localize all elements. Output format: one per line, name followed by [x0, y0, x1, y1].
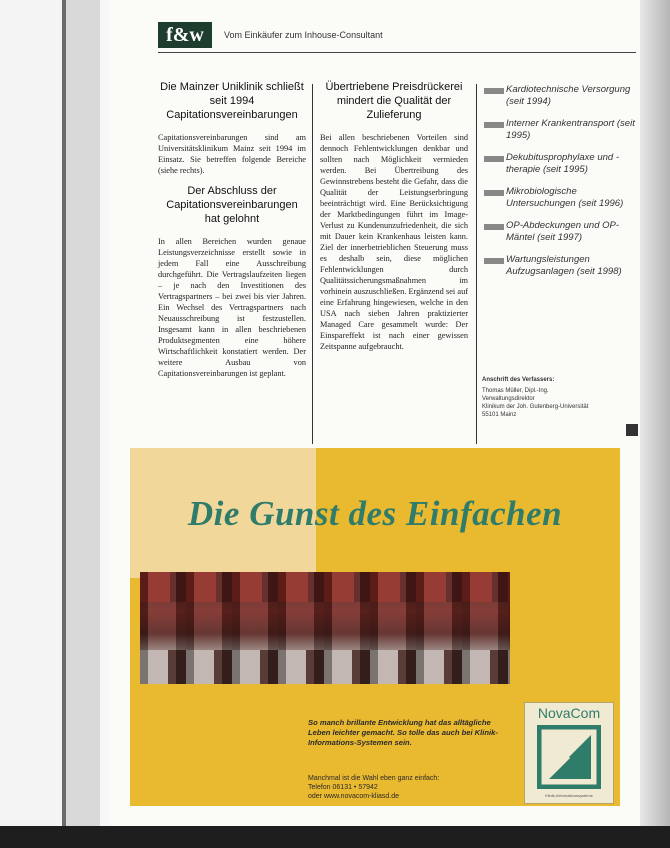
column-1-heading-1: Die Mainzer Uniklinik schließt seit 1994 Capitationsvereinbarungen [160, 81, 304, 121]
publication-logo: f&w [158, 22, 212, 48]
timeline-label: Mikrobiologische Untersuchungen (seit 1996) [506, 186, 624, 209]
bullet-bar [484, 190, 504, 196]
bullet-bar [484, 156, 504, 162]
column-2-heading: Übertriebene Preisdrückerei mindert die Qualität der Zulieferung [325, 81, 463, 121]
page-end-marker [626, 424, 638, 436]
brand-name: NovaCom [537, 705, 601, 721]
column-divider [312, 84, 313, 444]
advertisement [130, 448, 620, 806]
timeline-item [482, 186, 638, 210]
author-line: Verwaltungsdirektor [482, 396, 535, 402]
scan-edge [0, 826, 670, 848]
timeline-label: Dekubitusprophylaxe und -therapie (seit 1995) [506, 152, 620, 175]
timeline-label: Interner Krankentransport (seit 1995) [506, 118, 635, 141]
novacom-logo-icon [537, 725, 601, 789]
timeline-item [482, 84, 638, 108]
column-divider [476, 84, 477, 444]
column-2-paragraph: Bei allen beschriebenen Vorteilen sind dennoch Fehlentwicklungen denkbar und sollten nach Möglichkeit vermieden werden. Bei Übertreibung des Gewinnstrebens besteht die Gefahr, dass die Qualität der Leistungserbringung beeinträchtigt wird. Eine Berücksichtigung der Marktbedingungen führt im Image-Verlust zu Kundenunzufriedenheit, die sich mit Dauer kein Krankenhaus leisten kann. Ziel der innerbetrieblichen Steuerung muss es deshalb sein, diese möglichen Fehlentwicklungen durch Qualitätssicherungsmaßnahmen im vorhinein auszuschließen. Ergänzend sei auf eine Erfahrung hingewiesen, welche in den USA nach sieben Jahren praktizierter Managed Care gesammelt wurde: Der Einspareffekt ist nach einer gewissen Zeitspanne aufgebraucht. [320, 133, 468, 351]
bullet-bar [484, 258, 504, 264]
bullet-bar [484, 88, 504, 94]
timeline-label: OP-Abdeckungen und OP-Mäntel (seit 1997) [506, 220, 620, 243]
author-heading: Anschrift des Verfassers: [482, 377, 555, 383]
author-line: Thomas Müller, Dipl.-Ing. [482, 388, 549, 394]
author-line: 55101 Mainz [482, 412, 517, 418]
header-rule [158, 52, 636, 53]
timeline-sidebar [482, 84, 638, 288]
column-1-paragraph-1: Capitationsvereinbarungen sind am Universitätsklinikum Mainz seit 1994 im Einsatz. Sie betreffen folgende Bereiche (siehe rechts). [158, 133, 306, 175]
bullet-bar [484, 122, 504, 128]
binding-right [640, 0, 670, 848]
timeline-item [482, 220, 638, 244]
brand-tagline: Klinik-Informationssysteme [545, 793, 593, 798]
section-kicker: Vom Einkäufer zum Inhouse-Consultant [224, 30, 383, 40]
timeline-item [482, 118, 638, 142]
bullet-bar [484, 224, 504, 230]
ad-copy: So manch brillante Entwicklung hat das alltägliche Leben leichter gemacht. So tolle das auch bei Klinik-Informations-Systemen sein. [308, 718, 498, 747]
photo-shading [140, 572, 510, 684]
magazine-page [110, 0, 640, 848]
column-1 [158, 80, 306, 387]
ad-contact [308, 774, 508, 801]
binding-left [0, 0, 110, 848]
timeline-item [482, 152, 638, 176]
author-line: Klinikum der Joh. Gutenberg-Universität [482, 404, 589, 410]
ad-headline: Die Gunst des Einfachen [187, 494, 563, 533]
ad-contact-line: Manchmal ist die Wahl eben ganz einfach: [308, 775, 440, 782]
timeline-item [482, 254, 638, 278]
column-1-paragraph-2: In allen Bereichen wurden genaue Leistungsverzeichnisse erstellt sowie in jedem Fall eine Ausschreibung durchgeführt. Die Vertragslaufzeiten liegen – je nach den Investitionen des Vertragspartners – bei zwei bis vier Jahren. Ein Wechsel des Vertragspartners nach Neuausschreibung ist festzustellen. Insgesamt kann in allen beschriebenen Produktsegmenten eine höhere Wirtschaftlichkeit konstatiert werden. Der weitere Ausbau von Capitationsvereinbarungen ist geplant. [158, 237, 306, 378]
ad-photo [140, 572, 510, 684]
timeline-label: Wartungsleistungen Aufzugsanlagen (seit 1998) [506, 254, 622, 277]
column-1-heading-2: Der Abschluss der Capitationsvereinbarungen hat gelohnt [166, 185, 298, 225]
novacom-brand-box [524, 702, 614, 804]
column-2 [320, 80, 468, 360]
author-address [482, 376, 632, 419]
timeline-label: Kardiotechnische Versorgung (seit 1994) [506, 84, 631, 107]
ad-contact-line: Telefon 06131 • 57942 [308, 784, 378, 791]
ad-contact-line: oder www.novacom-kliasd.de [308, 793, 400, 800]
